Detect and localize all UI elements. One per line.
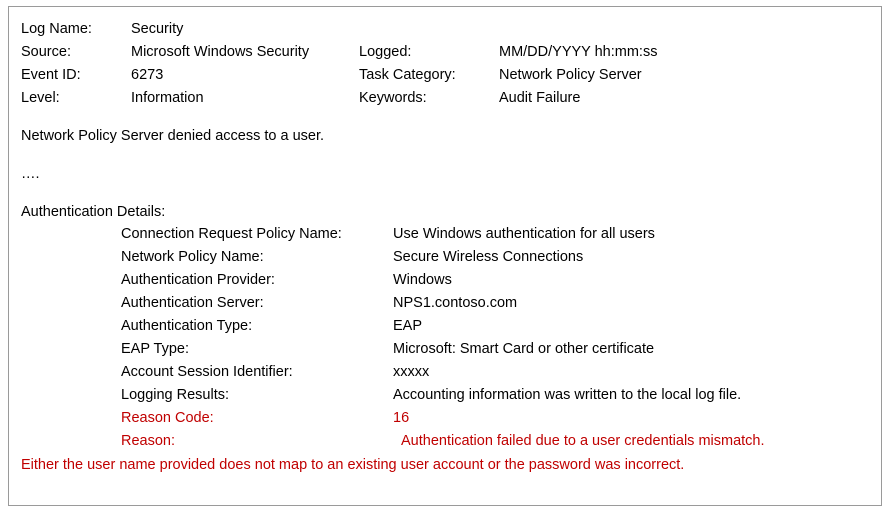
logged-label: Logged: xyxy=(359,44,412,60)
ellipsis-text: …. xyxy=(21,166,40,182)
detail-value: Secure Wireless Connections xyxy=(393,249,584,265)
event-header-fields xyxy=(21,19,869,108)
spacer-after-ellipsis xyxy=(21,184,869,202)
detail-value: Microsoft: Smart Card or other certificate xyxy=(393,341,655,357)
detail-label: Authentication Type: xyxy=(121,318,253,334)
authentication-details-list xyxy=(121,224,869,452)
reason-value: Authentication failed due to a user credentials mismatch. xyxy=(401,433,765,449)
event-id-value: 6273 xyxy=(131,67,164,83)
reason-code-value: 16 xyxy=(393,410,410,426)
keywords-label: Keywords: xyxy=(359,90,427,106)
detail-label: Connection Request Policy Name: xyxy=(121,226,342,242)
detail-label: Authentication Server: xyxy=(121,295,264,311)
detail-value: xxxxx xyxy=(393,364,430,380)
header-row0-value2 xyxy=(499,19,869,39)
detail-label: Account Session Identifier: xyxy=(121,364,293,380)
detail-label: Logging Results: xyxy=(121,387,230,403)
detail-label: Authentication Provider: xyxy=(121,272,275,288)
authentication-details-heading: Authentication Details: xyxy=(21,204,166,220)
detail-label: Network Policy Name: xyxy=(121,249,264,265)
detail-label: EAP Type: xyxy=(121,341,189,357)
keywords-value: Audit Failure xyxy=(499,90,581,106)
logged-value: MM/DD/YYYY hh:mm:ss xyxy=(499,44,658,60)
log-name-value: Security xyxy=(131,21,184,37)
detail-value: Windows xyxy=(393,272,452,288)
event-summary-text: Network Policy Server denied access to a user. xyxy=(21,128,325,144)
task-category-value: Network Policy Server xyxy=(499,67,642,83)
detail-value: Use Windows authentication for all users xyxy=(393,226,655,242)
failure-explanation-text: Either the user name provided does not map to an existing user account or the password was incorrect. xyxy=(21,457,685,473)
level-label: Level: xyxy=(21,90,60,106)
detail-value: NPS1.contoso.com xyxy=(393,295,518,311)
log-name-label: Log Name: xyxy=(21,21,92,37)
task-category-label: Task Category: xyxy=(359,67,456,83)
spacer-after-summary xyxy=(21,146,869,164)
level-value: Information xyxy=(131,90,204,106)
event-id-label: Event ID: xyxy=(21,67,81,83)
detail-value: Accounting information was written to the local log file. xyxy=(393,387,742,403)
spacer-after-header xyxy=(21,108,869,126)
source-value: Microsoft Windows Security xyxy=(131,44,310,60)
header-row0-label2 xyxy=(359,19,499,39)
event-log-panel xyxy=(8,6,882,506)
reason-code-label: Reason Code: xyxy=(121,410,214,426)
detail-value: EAP xyxy=(393,318,423,334)
reason-label: Reason: xyxy=(121,433,176,449)
source-label: Source: xyxy=(21,44,71,60)
